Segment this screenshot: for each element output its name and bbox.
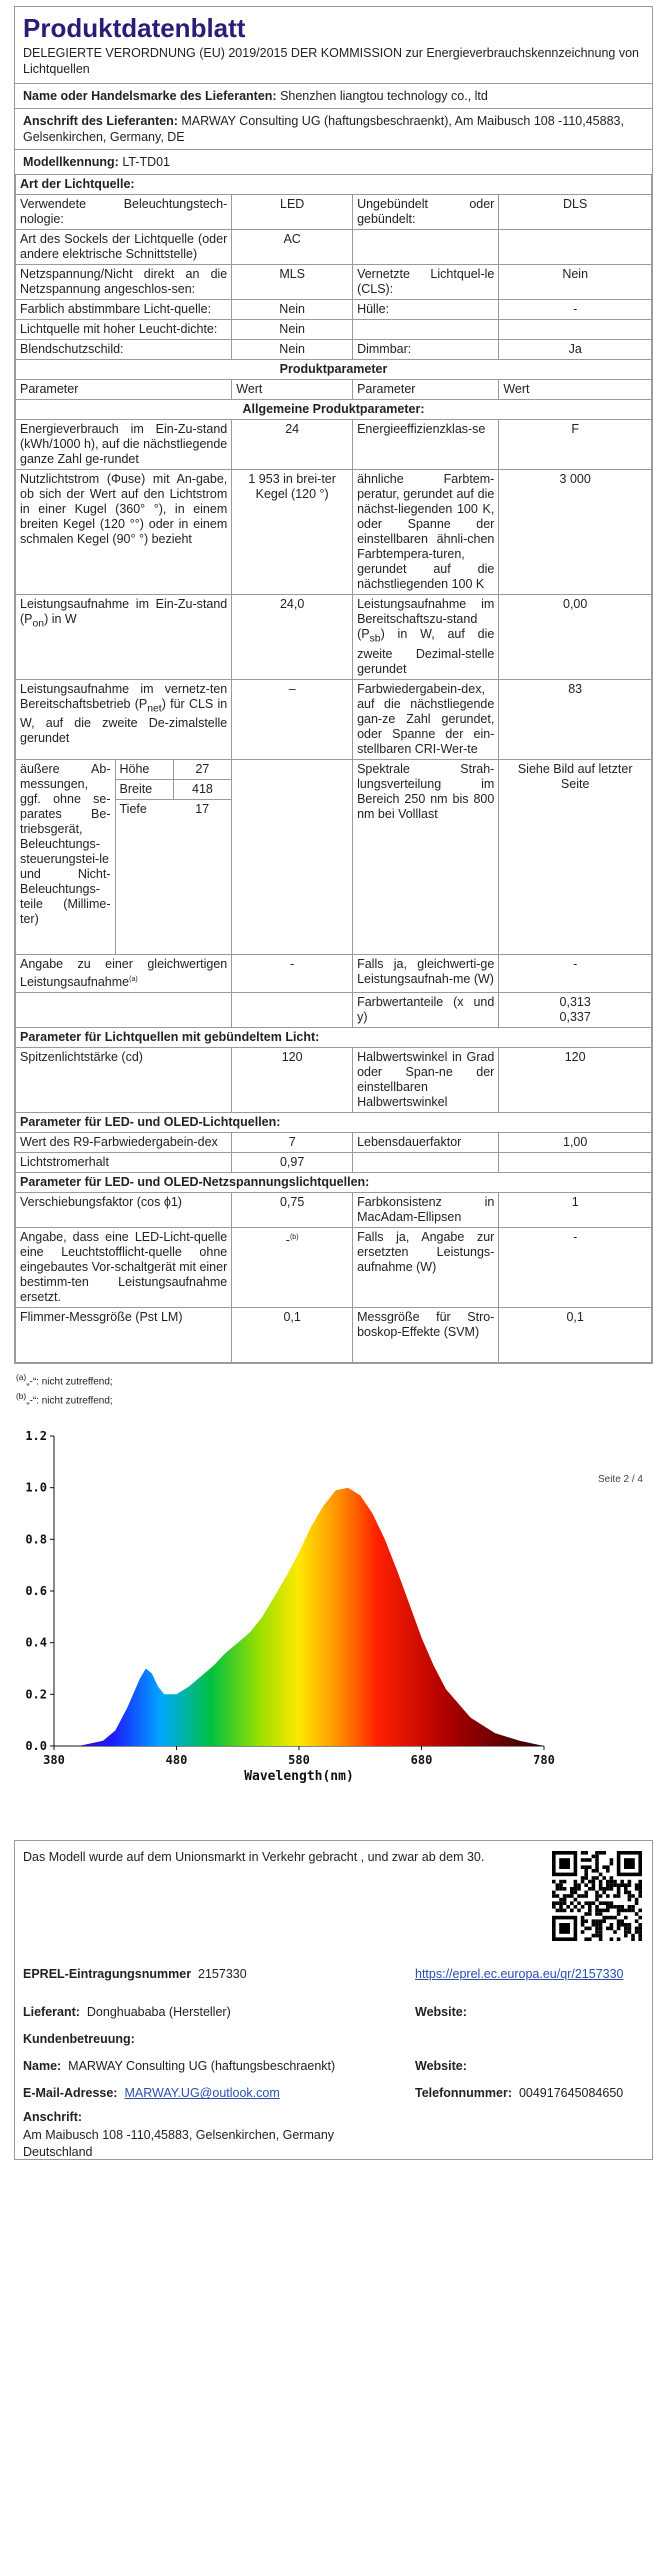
x-tick-label: 380 bbox=[43, 1753, 65, 1768]
y-tick-label: 0.8 bbox=[25, 1532, 47, 1547]
support-label: Kundenbetreuung: bbox=[23, 2032, 135, 2047]
psb-label: Leistungsaufnahme im Bereitschaftszu-stand $(P_{sb})$ in W, auf die zweite Dezimal-stelle gerundet bbox=[353, 595, 499, 680]
x-tick-label: 480 bbox=[165, 1753, 188, 1768]
efficiency-class-label: Energieeffizienzklas-se bbox=[353, 420, 499, 470]
market-intro: Das Modell wurde auf dem Unionsmarkt in Verkehr gebracht , und zwar ab dem 30. bbox=[23, 1850, 485, 1865]
datasheet-frame bbox=[14, 6, 653, 1364]
light-type-row bbox=[16, 300, 652, 320]
page-title: Produktdatenblatt bbox=[23, 13, 246, 43]
supplier-address-label: Anschrift des Lieferanten: bbox=[23, 114, 178, 128]
light-type-row bbox=[16, 195, 652, 230]
eprel-line: EPREL-Eintragungsnummer 2157330 bbox=[23, 1967, 247, 1982]
light-type-row bbox=[16, 340, 652, 360]
maint-empty-2 bbox=[499, 1152, 652, 1172]
light-type-label: Vernetzte Lichtquel-le (CLS): bbox=[353, 265, 499, 300]
address-label: Anschrift: bbox=[23, 2110, 83, 2125]
phone-line: Telefonnummer: 004917645084650 bbox=[415, 2086, 624, 2101]
registration-box bbox=[14, 1840, 653, 2160]
supplier-name-label: Name oder Handelsmarke des Lieferanten: bbox=[23, 89, 277, 103]
equivalent-power-label: Falls ja, gleichwerti-ge Leistungsaufnah-me (W) bbox=[353, 954, 499, 992]
lifetime-value: 1,00 bbox=[499, 1132, 652, 1152]
footnotes bbox=[14, 1370, 653, 1409]
light-type-label: Ungebündelt oder gebündelt: bbox=[353, 195, 499, 230]
lumen-maintenance-value: 0,97 bbox=[232, 1152, 353, 1172]
model-value: LT-TD01 bbox=[122, 155, 171, 169]
light-type-label: Verwendete Beleuchtungstech-nologie: bbox=[16, 195, 232, 230]
light-type-value: AC bbox=[232, 230, 353, 265]
beam-angle-label: Halbwertswinkel in Grad oder Span-ne der einstellbaren Halbwertswinkel bbox=[353, 1047, 499, 1112]
light-type-row bbox=[16, 230, 652, 265]
light-type-value bbox=[499, 230, 652, 265]
model-label: Modellkennung: bbox=[23, 155, 119, 169]
x-tick-label: 580 bbox=[288, 1753, 310, 1768]
displacement-factor-label: Verschiebungsfaktor (cos ϕ1) bbox=[16, 1192, 232, 1227]
peak-intensity-label: Spitzenlichtstärke (cd) bbox=[16, 1047, 232, 1112]
pon-label: Leistungsaufnahme im Ein-Zu-stand $(P_{on})$ in W bbox=[16, 595, 232, 680]
chroma-empty-2 bbox=[232, 992, 353, 1027]
y-tick-label: 0.2 bbox=[25, 1687, 47, 1702]
light-type-value: MLS bbox=[232, 265, 353, 300]
light-type-label: Blendschutzschild: bbox=[16, 340, 232, 360]
led-heading: Parameter für LED- und OLED-Lichtquellen: bbox=[16, 1112, 652, 1132]
light-type-heading: Art der Lichtquelle: bbox=[16, 175, 652, 195]
beam-angle-value: 120 bbox=[499, 1047, 652, 1112]
model-line bbox=[15, 149, 652, 174]
flicker-value: 0,1 bbox=[232, 1307, 353, 1362]
email-link[interactable]: MARWAY.UG@outlook.com bbox=[124, 2086, 280, 2101]
maint-empty-1 bbox=[353, 1152, 499, 1172]
pnet-value: – bbox=[232, 679, 353, 759]
y-tick-label: 1.2 bbox=[25, 1429, 47, 1444]
led-mains-heading: Parameter für LED- und OLED-Netzspannungslichtquellen: bbox=[16, 1172, 652, 1192]
y-tick-label: 0.4 bbox=[25, 1635, 47, 1650]
col-header-param: Parameter bbox=[16, 380, 232, 400]
pon-value: 24,0 bbox=[232, 595, 353, 680]
light-type-label: Art des Sockels der Lichtquelle (oder andere elektrische Schnittstelle) bbox=[16, 230, 232, 265]
macadam-value: 1 bbox=[499, 1192, 652, 1227]
dim-height-label: Höhe bbox=[115, 760, 173, 780]
supplier-address-value: MARWAY Consulting UG (haftungsbeschraenkt), Am Maibusch 108 -110,45883, Gelsenkirchen, Germany, DE bbox=[23, 114, 624, 144]
dimensions-subtable bbox=[16, 760, 231, 954]
dim-height-value: 27 bbox=[173, 760, 231, 780]
r9-value: 7 bbox=[232, 1132, 353, 1152]
spectrum-area bbox=[54, 1488, 544, 1746]
footnote-a: $^{(a)}$„-“: nicht zutreffend; bbox=[16, 1371, 113, 1387]
lifetime-label: Lebensdauerfaktor bbox=[353, 1132, 499, 1152]
supplier-address-line bbox=[15, 108, 652, 149]
psb-value: 0,00 bbox=[499, 595, 652, 680]
cri-value: 83 bbox=[499, 679, 652, 759]
light-type-value: Nein bbox=[232, 340, 353, 360]
r9-label: Wert des R9-Farbwiedergabein-dex bbox=[16, 1132, 232, 1152]
chromaticity-value: 0,313 0,337 bbox=[499, 992, 652, 1027]
address-line: Deutschland bbox=[23, 2145, 93, 2160]
eprel-link[interactable]: https://eprel.ec.europa.eu/qr/2157330 bbox=[415, 1967, 624, 1982]
light-type-rows bbox=[16, 195, 652, 360]
y-tick-label: 0.0 bbox=[25, 1739, 47, 1754]
light-type-value bbox=[499, 320, 652, 340]
light-type-label: Netzspannung/Nicht direkt an die Netzspannung angeschlos-sen: bbox=[16, 265, 232, 300]
dimensions-label: äußere Ab-messungen, ggf. ohne se-parates Be-triebsgerät, Beleuchtungs-steuerungstei-le und Nicht-Beleuchtungs-teile (Millime-ter) bbox=[16, 760, 115, 954]
website2-label: Website: bbox=[415, 2059, 467, 2074]
light-type-value: Nein bbox=[232, 320, 353, 340]
light-type-value: DLS bbox=[499, 195, 652, 230]
flicker-label: Flimmer-Messgröße (Pst LM) bbox=[16, 1307, 232, 1362]
col-header-param-2: Parameter bbox=[353, 380, 499, 400]
light-type-row bbox=[16, 320, 652, 340]
datasheet-page bbox=[14, 6, 653, 2160]
page-number: Seite 2 / 4 bbox=[597, 1474, 643, 1486]
chromaticity-label: Farbwertanteile (x und y) bbox=[353, 992, 499, 1027]
efficiency-class-value: F bbox=[499, 420, 652, 470]
col-header-value-2: Wert bbox=[499, 380, 652, 400]
dim-width-label: Breite bbox=[115, 779, 173, 799]
cri-label: Farbwiedergabein-dex, auf die nächstliegende gan-ze Zahl gerundet, oder Spanne der ein-stellbaren CRI-Wer-te bbox=[353, 679, 499, 759]
spectrum-chart bbox=[14, 1414, 574, 1834]
qr-code[interactable] bbox=[552, 1851, 642, 1941]
dim-depth-value: 17 bbox=[195, 801, 210, 816]
replacement-power-value: - bbox=[499, 1227, 652, 1307]
y-tick-label: 1.0 bbox=[25, 1480, 47, 1495]
displacement-factor-value: 0,75 bbox=[232, 1192, 353, 1227]
equivalent-power-claim-label: Angabe zu einer gleichwertigen Leistungsaufnahme$^{(a)}$ bbox=[16, 954, 232, 992]
equivalent-power-claim-value: - bbox=[232, 954, 353, 992]
spectral-value: Siehe Bild auf letzter Seite bbox=[499, 759, 652, 954]
directional-heading: Parameter für Lichtquellen mit gebündeltem Licht: bbox=[16, 1027, 652, 1047]
replacement-claim-value: -$^{(b)}$ bbox=[232, 1227, 353, 1307]
spectrum-chart-area bbox=[14, 1414, 653, 1834]
support-name-line: Name: MARWAY Consulting UG (haftungsbeschraenkt) bbox=[23, 2059, 336, 2074]
equivalent-power-value: - bbox=[499, 954, 652, 992]
cct-label: ähnliche Farbtem-peratur, gerundet auf die nächst-liegenden 100 K, oder Spanne der einstellbaren ähnli-chen Farbtempera-turen, gerundet auf die nächstliegenden 100 K bbox=[353, 470, 499, 595]
website-label: Website: bbox=[415, 2005, 467, 2020]
dim-depth-label: Tiefe bbox=[119, 801, 147, 816]
replacement-claim-label: Angabe, dass eine LED-Licht-quelle eine Leuchtstofflicht-quelle ohne eingebautes Vor-schaltgerät mit einer bestimm-ten Leistungsaufnahme ersetzt. bbox=[16, 1227, 232, 1307]
peak-intensity-value: 120 bbox=[232, 1047, 353, 1112]
light-type-value: Nein bbox=[232, 300, 353, 320]
energy-value: 24 bbox=[232, 420, 353, 470]
spectral-label: Spektrale Strah-lungsverteilung im Bereich 250 nm bis 800 nm bei Volllast bbox=[353, 759, 499, 954]
y-tick-label: 0.6 bbox=[25, 1584, 47, 1599]
light-type-value: Ja bbox=[499, 340, 652, 360]
light-type-value: Nein bbox=[499, 265, 652, 300]
supplier-name-value: Shenzhen liangtou technology co., ltd bbox=[280, 89, 488, 103]
flux-label: Nutzlichtstrom (Φuse) mit An-gabe, ob sich der Wert auf den Lichtstrom in einer Kugel (360° °), in einem breiten Kegel (120 °°) oder in einem schmalen Kegel (90° °) bezieht bbox=[16, 470, 232, 595]
light-type-value: - bbox=[499, 300, 652, 320]
stroboscopic-label: Messgröße für Stro-boskop-Effekte (SVM) bbox=[353, 1307, 499, 1362]
supplier-line: Lieferant: Donghuababa (Hersteller) bbox=[23, 2005, 231, 2020]
x-tick-label: 780 bbox=[533, 1753, 555, 1768]
flux-value: 1 953 in brei-ter Kegel (120 °) bbox=[232, 470, 353, 595]
general-params-heading: Allgemeine Produktparameter: bbox=[16, 400, 652, 420]
supplier-name-line bbox=[15, 83, 652, 108]
replacement-power-label: Falls ja, Angabe zur ersetzten Leistungs-aufnahme (W) bbox=[353, 1227, 499, 1307]
x-tick-label: 680 bbox=[410, 1753, 433, 1768]
light-type-label bbox=[353, 230, 499, 265]
lumen-maintenance-label: Lichtstromerhalt bbox=[16, 1152, 232, 1172]
dim-width-value: 418 bbox=[173, 779, 231, 799]
cct-value: 3 000 bbox=[499, 470, 652, 595]
light-source-table bbox=[15, 174, 652, 1363]
light-type-label: Lichtquelle mit hoher Leucht-dichte: bbox=[16, 320, 232, 340]
light-type-value: LED bbox=[232, 195, 353, 230]
light-type-label: Farblich abstimmbare Licht-quelle: bbox=[16, 300, 232, 320]
light-type-label: Hülle: bbox=[353, 300, 499, 320]
dimensions-value-spacer bbox=[232, 759, 353, 954]
params-heading: Produktparameter bbox=[16, 360, 652, 380]
chroma-empty-1 bbox=[16, 992, 232, 1027]
col-header-value: Wert bbox=[232, 380, 353, 400]
x-axis-label: Wavelength(nm) bbox=[244, 1769, 354, 1785]
light-type-row bbox=[16, 265, 652, 300]
energy-label: Energieverbrauch im Ein-Zu-stand (kWh/1000 h), auf die nächstliegende ganze Zahl ge-rundet bbox=[16, 420, 232, 470]
macadam-label: Farbkonsistenz in MacAdam-Ellipsen bbox=[353, 1192, 499, 1227]
email-line: E-Mail-Adresse: MARWAY.UG@outlook.com bbox=[23, 2086, 280, 2101]
stroboscopic-value: 0,1 bbox=[499, 1307, 652, 1362]
pnet-label: Leistungsaufnahme im vernetz-ten Bereitschaftsbetrieb $(P_{net})$ für CLS in W, auf die zweite De-zimalstelle gerundet bbox=[16, 679, 232, 759]
light-type-label bbox=[353, 320, 499, 340]
light-type-label: Dimmbar: bbox=[353, 340, 499, 360]
dimensions-cell bbox=[16, 759, 232, 954]
regulation-subtitle: DELEGIERTE VERORDNUNG (EU) 2019/2015 DER KOMMISSION zur Energieverbrauchskennzeichnung von Lichtquellen bbox=[23, 46, 639, 76]
address-line: Am Maibusch 108 -110,45883, Gelsenkirchen, Germany bbox=[23, 2128, 335, 2143]
footnote-b: $^{(b)}$„-“: nicht zutreffend; bbox=[16, 1390, 113, 1407]
